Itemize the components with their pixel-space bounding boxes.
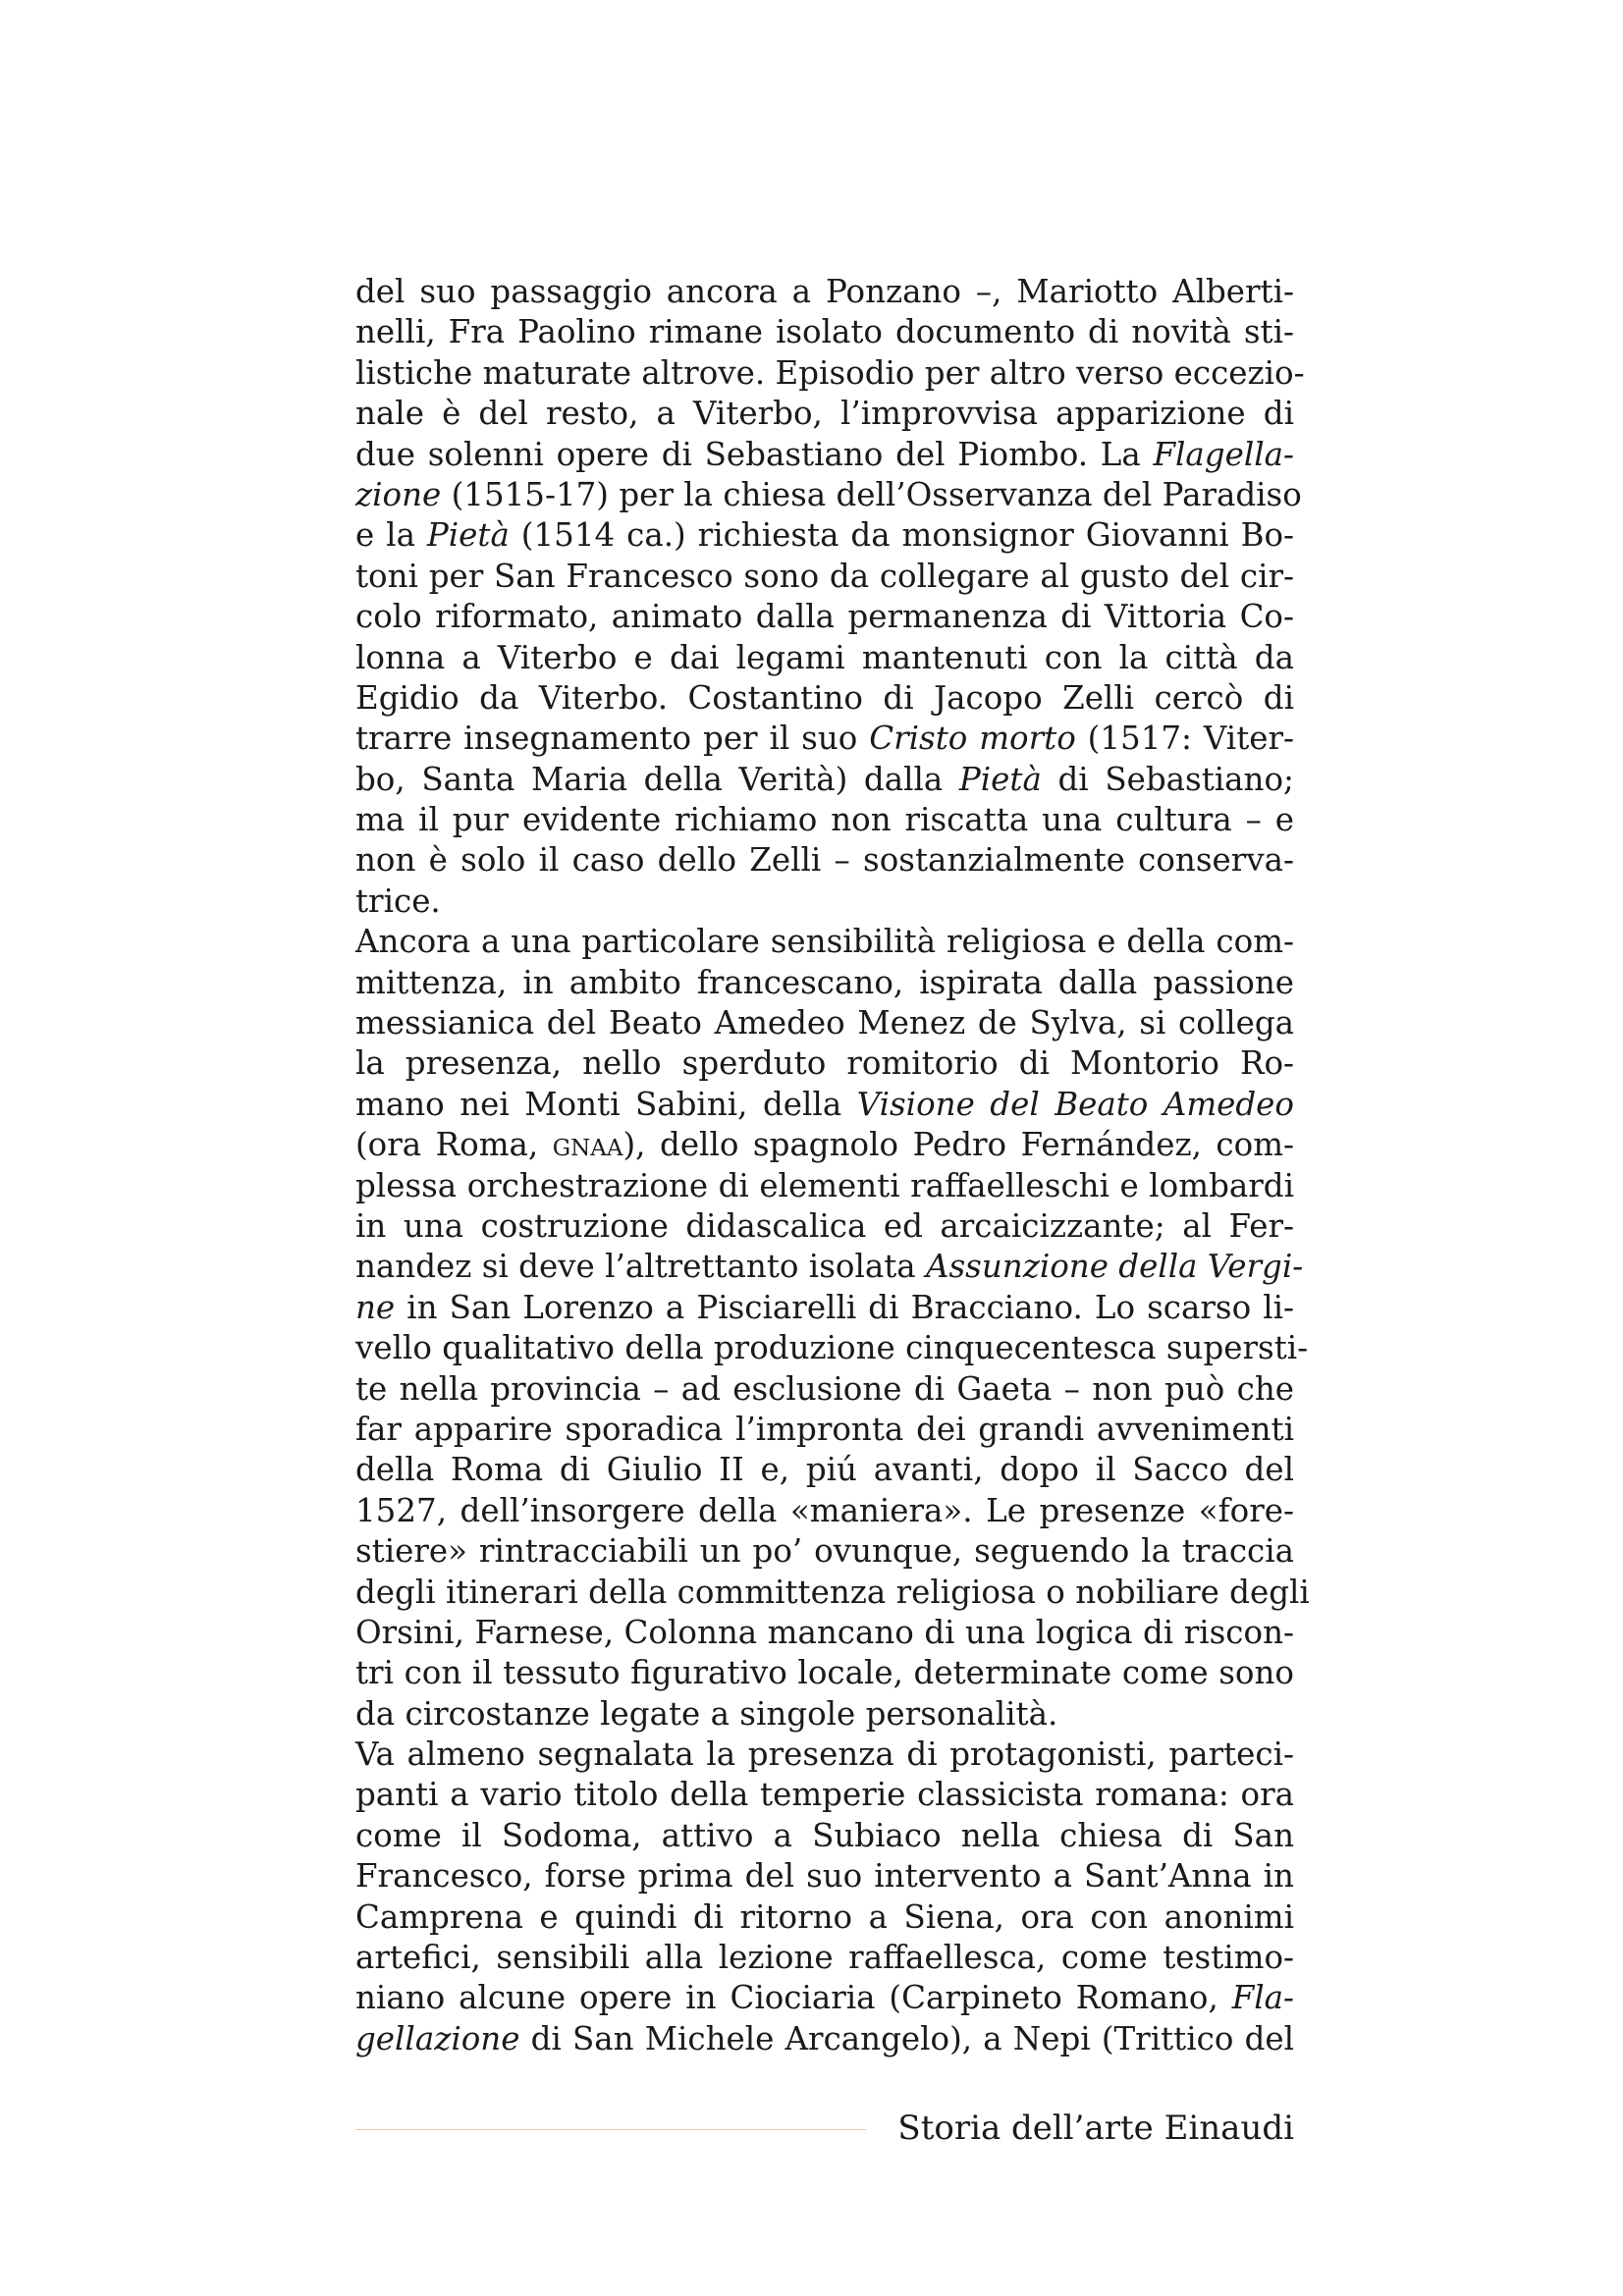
text-line — [355, 760, 1294, 800]
text-line — [355, 840, 1294, 881]
text-segment: ), dello spagnolo Pedro Fernández, com- — [622, 1126, 1294, 1164]
text-line — [355, 1573, 1310, 1613]
text-line — [355, 475, 1302, 515]
text-segment: della Roma di Giulio II e, piú avanti, dopo il Sacco del — [355, 1451, 1294, 1489]
text-segment: 1527, dell’insorgere della «maniera». Le presenze «fore- — [355, 1491, 1294, 1529]
text-segment: nale è del resto, a Viterbo, l’improvvisa apparizione di — [355, 395, 1294, 433]
text-line — [355, 1491, 1294, 1531]
text-line — [355, 1369, 1294, 1410]
text-segment: trarre insegnamento per il suo — [355, 720, 870, 758]
text-segment: artefici, sensibili alla lezione raffaellesca, come testimo- — [355, 1939, 1294, 1977]
text-line — [355, 1653, 1294, 1693]
text-segment: nelli, Fra Paolino rimane isolato documento di novità sti- — [355, 313, 1294, 351]
italic-text: Pietà — [958, 760, 1042, 798]
italic-text: Flagella- — [1153, 435, 1294, 473]
text-segment: mano nei Monti Sabini, della — [355, 1085, 857, 1123]
text-line — [355, 1125, 1294, 1165]
italic-text: Pietà — [426, 516, 510, 555]
text-line — [355, 394, 1294, 434]
text-line — [355, 312, 1294, 352]
text-segment: messianica del Beato Amedeo Menez de Sylva, si collega — [355, 1004, 1294, 1042]
text-segment: colo riformato, animato dalla permanenza di Vittoria Co- — [355, 598, 1294, 636]
text-segment: non è solo il caso dello Zelli – sostanzialmente conserva- — [355, 841, 1294, 880]
text-segment: Egidio da Viterbo. Costantino di Jacopo Zelli cercò di — [355, 678, 1294, 717]
text-line — [355, 1166, 1294, 1206]
text-segment: niano alcune opere in Ciociaria (Carpineto Romano, — [355, 1979, 1232, 2017]
text-line — [355, 1775, 1294, 1815]
text-line — [355, 1694, 1294, 1735]
text-line — [355, 800, 1294, 840]
text-segment: di Sebastiano; — [1041, 760, 1294, 798]
text-line — [355, 597, 1294, 637]
text-segment: e la — [355, 516, 427, 555]
text-line — [355, 1735, 1294, 1775]
text-line — [355, 515, 1294, 556]
text-line — [355, 1003, 1294, 1043]
text-line — [355, 1450, 1294, 1490]
text-line — [355, 1247, 1304, 1287]
text-line — [355, 638, 1294, 678]
text-line — [355, 1816, 1294, 1856]
text-segment: vello qualitativo della produzione cinquecentesca supersti- — [355, 1329, 1309, 1367]
italic-text: zione — [355, 475, 442, 513]
text-line — [355, 557, 1294, 597]
text-line — [355, 922, 1294, 962]
text-segment: due solenni opere di Sebastiano del Piombo. La — [355, 435, 1154, 473]
footer-title: Storia dell’arte Einaudi — [897, 2109, 1294, 2148]
italic-text: Fla- — [1231, 1979, 1294, 2017]
text-segment: Ancora a una particolare sensibilità religiosa e della com- — [355, 923, 1294, 961]
italic-text: Cristo morto — [869, 720, 1076, 758]
text-line — [355, 963, 1294, 1003]
text-segment: Orsini, Farnese, Colonna mancano di una logica di riscon- — [355, 1613, 1294, 1651]
text-line — [355, 272, 1294, 312]
text-segment: (1514 ca.) richiesta da monsignor Giovanni Bo- — [509, 516, 1295, 555]
text-line — [355, 1328, 1309, 1368]
footer-rule — [355, 2129, 866, 2130]
text-segment: panti a vario titolo della temperie classicista romana: ora — [355, 1776, 1294, 1814]
text-segment: trice. — [355, 881, 441, 920]
text-line — [355, 435, 1294, 475]
italic-text: Assunzione della Vergi- — [926, 1248, 1304, 1286]
text-segment: Francesco, forse prima del suo intervento a Sant’Anna in — [355, 1857, 1294, 1896]
text-line — [355, 881, 1294, 922]
text-line — [355, 1856, 1294, 1896]
text-segment: te nella provincia – ad esclusione di Gaeta – non può che — [355, 1369, 1294, 1408]
text-segment: del suo passaggio ancora a Ponzano –, Mariotto Alberti- — [355, 273, 1294, 310]
text-segment: come il Sodoma, attivo a Subiaco nella chiesa di San — [355, 1816, 1294, 1854]
text-segment: in una costruzione didascalica ed arcaicizzante; al Fer- — [355, 1206, 1294, 1245]
text-line — [355, 1897, 1294, 1938]
text-segment: toni per San Francesco sono da collegare al gusto del cir- — [355, 557, 1294, 595]
text-segment: di San Michele Arcangelo), a Nepi (Trittico del — [519, 2019, 1294, 2057]
text-segment: la presenza, nello sperduto romitorio di Montorio Ro- — [355, 1044, 1294, 1083]
text-segment: nandez si deve l’altrettanto isolata — [355, 1248, 926, 1286]
text-segment: far apparire sporadica l’impronta dei grandi avvenimenti — [355, 1410, 1294, 1448]
text-segment: (ora Roma, — [355, 1126, 553, 1164]
text-segment: bo, Santa Maria della Verità) dalla — [355, 760, 959, 798]
text-line — [355, 1206, 1294, 1247]
text-line — [355, 1043, 1294, 1084]
text-segment: stiere» rintracciabili un po’ ovunque, seguendo la traccia — [355, 1532, 1294, 1571]
text-line — [355, 1613, 1294, 1653]
text-segment: degli itinerari della committenza religiosa o nobiliare degli — [355, 1573, 1310, 1611]
text-segment: da circostanze legate a singole personalità. — [355, 1694, 1058, 1733]
text-segment: ma il pur evidente richiamo non riscatta una cultura – e — [355, 801, 1294, 839]
text-line — [355, 353, 1305, 394]
text-line — [355, 719, 1294, 759]
text-segment: lonna a Viterbo e dai legami mantenuti con la città da — [355, 638, 1294, 676]
text-line — [355, 1288, 1294, 1328]
text-line — [355, 1978, 1294, 2018]
text-segment: tri con il tessuto figurativo locale, determinate come sono — [355, 1654, 1294, 1692]
text-segment: (1517: Viter- — [1075, 720, 1295, 758]
text-line — [355, 1531, 1294, 1572]
text-segment: Camprena e quindi di ritorno a Siena, ora con anonimi — [355, 1897, 1294, 1936]
smallcaps-text: gnaa — [552, 1126, 623, 1164]
text-line — [355, 1410, 1294, 1450]
text-line — [355, 678, 1294, 719]
text-segment: plessa orchestrazione di elementi raffaelleschi e lombardi — [355, 1166, 1294, 1204]
italic-text: ne — [355, 1288, 396, 1326]
text-line — [355, 1085, 1294, 1125]
text-segment: mittenza, in ambito francescano, ispirata dalla passione — [355, 963, 1294, 1001]
text-segment: listiche maturate altrove. Episodio per altro verso eccezio- — [355, 353, 1305, 392]
text-segment: in San Lorenzo a Pisciarelli di Bracciano. Lo scarso li- — [395, 1288, 1294, 1326]
text-line — [355, 2019, 1294, 2059]
body-text — [355, 272, 1310, 2059]
text-segment: Va almeno segnalata la presenza di protagonisti, parteci- — [355, 1735, 1294, 1774]
text-line — [355, 1938, 1294, 1978]
italic-text: Visione del Beato Amedeo — [856, 1085, 1294, 1123]
text-segment: (1515-17) per la chiesa dell’Osservanza del Paradiso — [441, 475, 1302, 513]
italic-text: gellazione — [355, 2019, 520, 2057]
